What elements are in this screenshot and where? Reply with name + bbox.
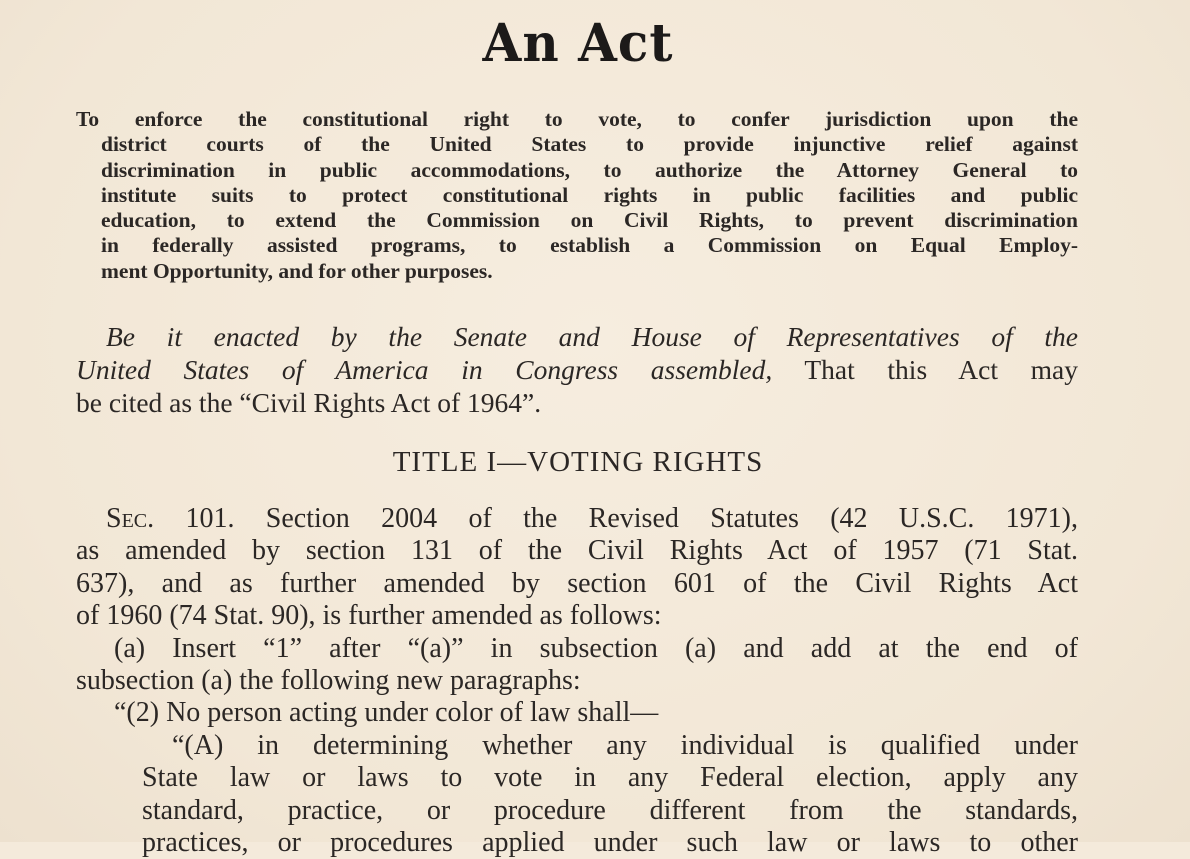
enacting-italic: United States of America in Congress assembled, <box>76 354 773 385</box>
purpose-line: To enforce the constitutional right to vote, to confer jurisdiction upon the <box>76 107 1078 131</box>
section-label: Sec. <box>106 503 155 534</box>
enacting-italic: Be it enacted by the Senate and House of Representatives of the <box>106 321 1078 352</box>
enacting-line-2 <box>76 353 1078 386</box>
purpose-line: ment Opportunity, and for other purposes. <box>101 258 493 283</box>
purpose-line: institute suits to protect constitutional rights in public facilities and public <box>101 182 1078 207</box>
section-line: of 1960 (74 Stat. 90), is further amended as follows: <box>76 600 662 632</box>
title-heading: TITLE I—VOTING RIGHTS <box>392 446 764 478</box>
section-line: standard, practice, or procedure different from the standards, <box>142 794 1078 826</box>
section-line <box>76 503 1078 535</box>
section-text: 101. Section 2004 of the Revised Statutes (42 U.S.C. 1971), <box>154 503 1078 534</box>
enacting-line-1 <box>76 320 1078 353</box>
purpose-line: discrimination in public accommodations, to authorize the Attorney General to <box>101 157 1078 182</box>
section-line: subsection (a) the following new paragraphs: <box>76 665 581 697</box>
section-line: 637), and as further amended by section 601 of the Civil Rights Act <box>76 567 1078 599</box>
purpose-line: education, to extend the Commission on Civil Rights, to prevent discrimination <box>101 208 1078 233</box>
purpose-line: district courts of the United States to provide injunctive relief against <box>101 132 1078 157</box>
section-line: (a) Insert “1” after “(a)” in subsection (a) and add at the end of <box>114 632 1078 664</box>
section-101 <box>76 503 1078 859</box>
act-heading: An Act <box>482 11 674 74</box>
section-line: “(A) in determining whether any individual is qualified under <box>172 729 1078 761</box>
section-line: State law or laws to vote in any Federal election, apply any <box>142 762 1078 794</box>
section-line: “(2) No person acting under color of law shall— <box>114 697 659 729</box>
enacting-text: That this Act may <box>772 354 1078 385</box>
section-line: practices, or procedures applied under such law or laws to other <box>142 827 1078 859</box>
section-line: as amended by section 131 of the Civil Rights Act of 1957 (71 Stat. <box>76 535 1078 567</box>
enacting-clause <box>76 320 1078 419</box>
purpose-line: in federally assisted programs, to establish a Commission on Equal Employ- <box>101 233 1078 258</box>
purpose-clause <box>76 107 1078 284</box>
enacting-line-3: be cited as the “Civil Rights Act of 1964”. <box>76 387 542 418</box>
